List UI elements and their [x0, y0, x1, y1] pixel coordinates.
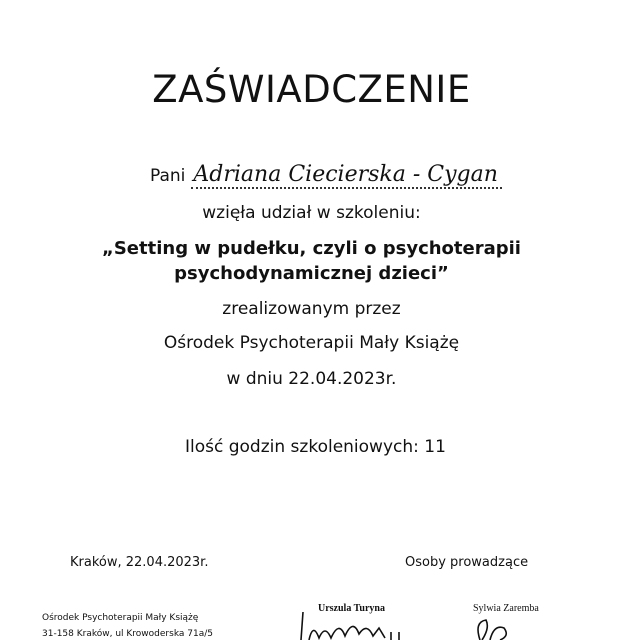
place-date: Kraków, 22.04.2023r. [70, 555, 209, 570]
course-title-line1: „Setting w pudełku, czyli o psychoterapii [102, 238, 521, 259]
training-date: w dniu 22.04.2023r. [226, 369, 397, 389]
organizer-name: Ośrodek Psychoterapii Mały Książę [163, 333, 460, 353]
signature-name-1: Urszula Turyna [318, 603, 385, 614]
realized-by-text: zrealizowanym przez [222, 299, 401, 319]
stamp-line1: Ośrodek Psychoterapii Mały Książę [42, 613, 199, 623]
recipient-line [150, 162, 502, 187]
leaders-label: Osoby prowadzące [405, 555, 529, 570]
course-title-line2: psychodynamicznej dzieci” [174, 263, 449, 284]
recipient-name-handwritten: Adriana Ciecierska - Cygan [191, 162, 502, 189]
took-part-text: wzięła udział w szkoleniu: [202, 203, 421, 223]
signature-scribble-2 [470, 614, 520, 640]
signature-name-2: Sylwia Zaremba [473, 603, 539, 614]
document-title: ZAŚWIADCZENIE [152, 68, 471, 111]
stamp-line2: 31-158 Kraków, ul Krowoderska 71a/5 [42, 629, 213, 639]
recipient-prefix: Pani [150, 166, 186, 186]
training-hours: Ilość godzin szkoleniowych: 11 [185, 437, 446, 457]
signature-scribble-1 [295, 610, 425, 640]
